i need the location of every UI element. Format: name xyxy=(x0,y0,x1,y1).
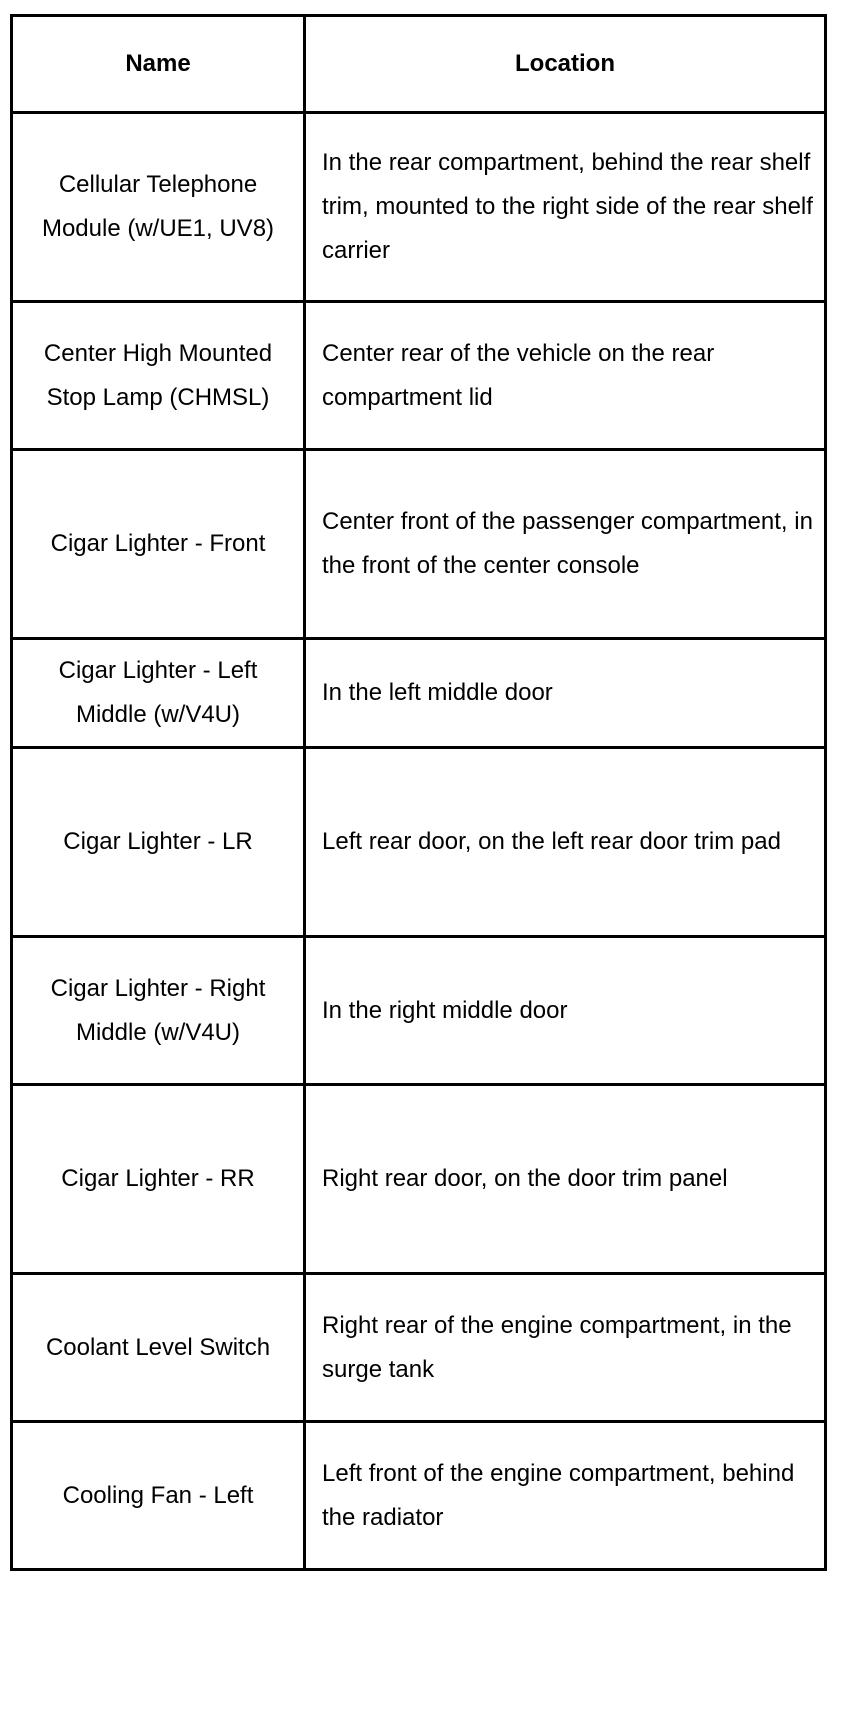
table-row xyxy=(12,937,826,1085)
table-row xyxy=(12,302,826,450)
table-row xyxy=(12,1085,826,1274)
component-location: Center front of the passenger compartment, in the front of the center console xyxy=(322,508,813,579)
component-location: Left rear door, on the left rear door trim pad xyxy=(322,828,781,855)
table-row xyxy=(12,113,826,302)
component-location: In the rear compartment, behind the rear shelf trim, mounted to the right side of the rear shelf carrier xyxy=(322,149,813,264)
table-body xyxy=(12,113,826,1570)
component-location: Left front of the engine compartment, behind the radiator xyxy=(322,1459,795,1531)
table-row xyxy=(12,639,826,748)
component-location-cell xyxy=(305,450,826,639)
component-name: Cigar Lighter - Front xyxy=(50,530,266,557)
component-location-cell xyxy=(305,748,826,937)
component-name: Coolant Level Switch xyxy=(45,1333,271,1361)
location-column-header: Location xyxy=(305,16,826,113)
component-name: Cigar Lighter - LR xyxy=(63,828,253,855)
component-name-cell xyxy=(12,639,305,748)
component-name-cell xyxy=(12,1422,305,1570)
component-name-cell xyxy=(12,302,305,450)
component-location-cell xyxy=(305,937,826,1085)
component-location: Center rear of the vehicle on the rear compartment lid xyxy=(322,339,715,411)
component-location-cell xyxy=(305,302,826,450)
component-name: Cigar Lighter - Right Middle (w/V4U) xyxy=(50,974,266,1046)
component-location-cell xyxy=(305,639,826,748)
component-location-cell xyxy=(305,1422,826,1570)
component-location-cell xyxy=(305,1085,826,1274)
component-location: In the right middle door xyxy=(322,996,568,1024)
component-location-table-container xyxy=(10,14,824,1721)
component-name: Cooling Fan - Left xyxy=(62,1481,254,1509)
table-row xyxy=(12,450,826,639)
component-name-cell xyxy=(12,450,305,639)
component-location-cell xyxy=(305,1274,826,1422)
component-name-cell xyxy=(12,1085,305,1274)
component-location: In the left middle door xyxy=(322,679,553,706)
component-name-cell xyxy=(12,113,305,302)
component-name-cell xyxy=(12,937,305,1085)
header-row xyxy=(12,16,826,113)
table-row xyxy=(12,748,826,937)
table-header xyxy=(12,16,826,113)
component-name: Center High Mounted Stop Lamp (CHMSL) xyxy=(43,339,273,411)
component-name-cell xyxy=(12,1274,305,1422)
name-column-header: Name xyxy=(12,16,305,113)
component-name: Cigar Lighter - Left Middle (w/V4U) xyxy=(58,657,258,728)
component-name: Cigar Lighter - RR xyxy=(61,1165,255,1192)
table-row xyxy=(12,1422,826,1570)
component-location: Right rear door, on the door trim panel xyxy=(322,1165,728,1192)
table-row xyxy=(12,1274,826,1422)
component-name-cell xyxy=(12,748,305,937)
component-location-table xyxy=(10,14,827,1571)
component-location-cell xyxy=(305,113,826,302)
component-name: Cellular Telephone Module (w/UE1, UV8) xyxy=(41,171,275,242)
component-location: Right rear of the engine compartment, in the surge tank xyxy=(322,1311,792,1383)
